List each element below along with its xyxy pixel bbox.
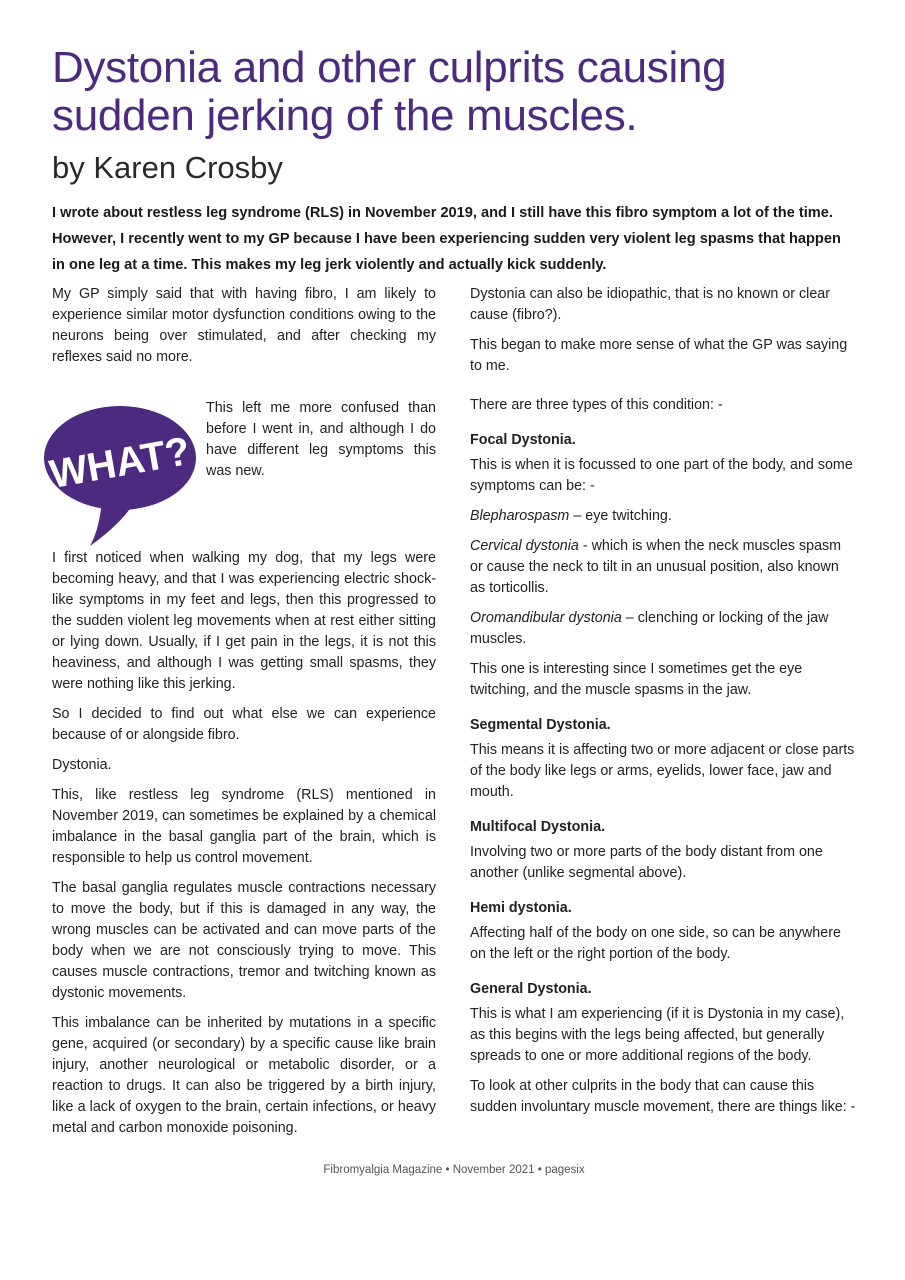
paragraph: This began to make more sense of what the GP was saying to me. [470,337,848,374]
section-heading: Multifocal Dystonia. [470,819,606,835]
paragraph: This, like restless leg syndrome (RLS) mentioned in November 2019, can sometimes be explained by a chemical imbalance in the basal ganglia part of the brain, which is responsible to help us control movement. [52,787,436,866]
paragraph: I first noticed when walking my dog, that my legs were becoming heavy, and that I was experiencing electric shock-like symptoms in my feet and legs, then this progressed to the sudden violent leg movements when at rest either sitting or lying down. Usually, if I get pain in the legs, it is not this heaviness, and although I was getting small spasms, they were nothing like this jerking. [52,550,436,692]
paragraph: This left me more confused than before I went in, and although I do have different leg symptoms this was new. [206,400,436,479]
what-speech-bubble-image [40,398,198,548]
paragraph: This imbalance can be inherited by mutations in a specific gene, acquired (or secondary) by a specific cause like brain injury, another neurological or metabolic disorder, or a reaction to drugs. It can also be triggered by a birth injury, like a lack of oxygen to the brain, certain infections, or heavy metal and carbon monoxide poisoning. [52,1015,436,1136]
definition: – clenching or locking of the jaw muscles. [470,610,829,647]
article-body [46,284,856,1148]
symptom-item [470,608,856,650]
paragraph: The basal ganglia regulates muscle contractions necessary to move the body, but if this is damaged in any way, the wrong muscles can be activated and can move parts of the body when we are not consciously trying to move. This causes muscle contractions, tremor and twitching known as dystonic movements. [52,880,436,1001]
paragraph: Affecting half of the body on one side, so can be anywhere on the left or the right portion of the body. [470,925,841,962]
paragraph: Involving two or more parts of the body distant from one another (unlike segmental above). [470,844,823,881]
section-heading: Segmental Dystonia. [470,717,611,733]
term: Blepharospasm [470,508,570,524]
paragraph: My GP simply said that with having fibro, I am likely to experience similar motor dysfunction conditions owing to the neurons being over stimulated, and after checking my reflexes said no more. [52,286,436,365]
lead-paragraph: I wrote about restless leg syndrome (RLS) in November 2019, and I still have this fibro symptom a lot of the time. However, I recently went to my GP because I have been experiencing sudden very violent leg spasms that happen in one leg at a time. This makes my leg jerk violently and actually kick suddenly. [52,205,841,273]
bubble-text: WHAT? [46,429,194,497]
paragraph: This is when it is focussed to one part of the body, and some symptoms can be: - [470,457,853,494]
term: Oromandibular dystonia [470,610,622,626]
byline: by Karen Crosby [52,150,283,185]
definition: - which is when the neck muscles spasm or cause the neck to tilt in an unusual position, also known as torticollis. [470,538,842,596]
definition: – eye twitching. [569,508,672,524]
symptom-item [470,536,856,599]
section-heading: Hemi dystonia. [470,900,572,916]
symptom-item [470,506,856,527]
paragraph: This one is interesting since I sometimes get the eye twitching, and the muscle spasms in the jaw. [470,661,803,698]
right-column [470,284,856,1127]
page-footer: Fibromyalgia Magazine • November 2021 • pagesix [323,1164,585,1176]
paragraph: To look at other culprits in the body that can cause this sudden involuntary muscle movement, there are things like: - [470,1078,856,1115]
article-title: Dystonia and other culprits causing sudden jerking of the muscles. [52,43,727,140]
left-column [46,284,436,1148]
section-heading: Focal Dystonia. [470,432,576,448]
paragraph: There are three types of this condition: - [470,397,723,413]
paragraph: This means it is affecting two or more adjacent or close parts of the body like legs or arms, eyelids, lower face, jaw and mouth. [470,742,855,800]
paragraph: So I decided to find out what else we can experience because of or alongside fibro. [52,706,436,743]
paragraph: Dystonia. [52,757,112,773]
paragraph: Dystonia can also be idiopathic, that is no known or clear cause (fibro?). [470,286,831,323]
section-heading: General Dystonia. [470,981,592,997]
term: Cervical dystonia [470,538,579,554]
paragraph: This is what I am experiencing (if it is Dystonia in my case), as this begins with the legs being affected, but generally spreads to one or more additional regions of the body. [470,1006,845,1064]
